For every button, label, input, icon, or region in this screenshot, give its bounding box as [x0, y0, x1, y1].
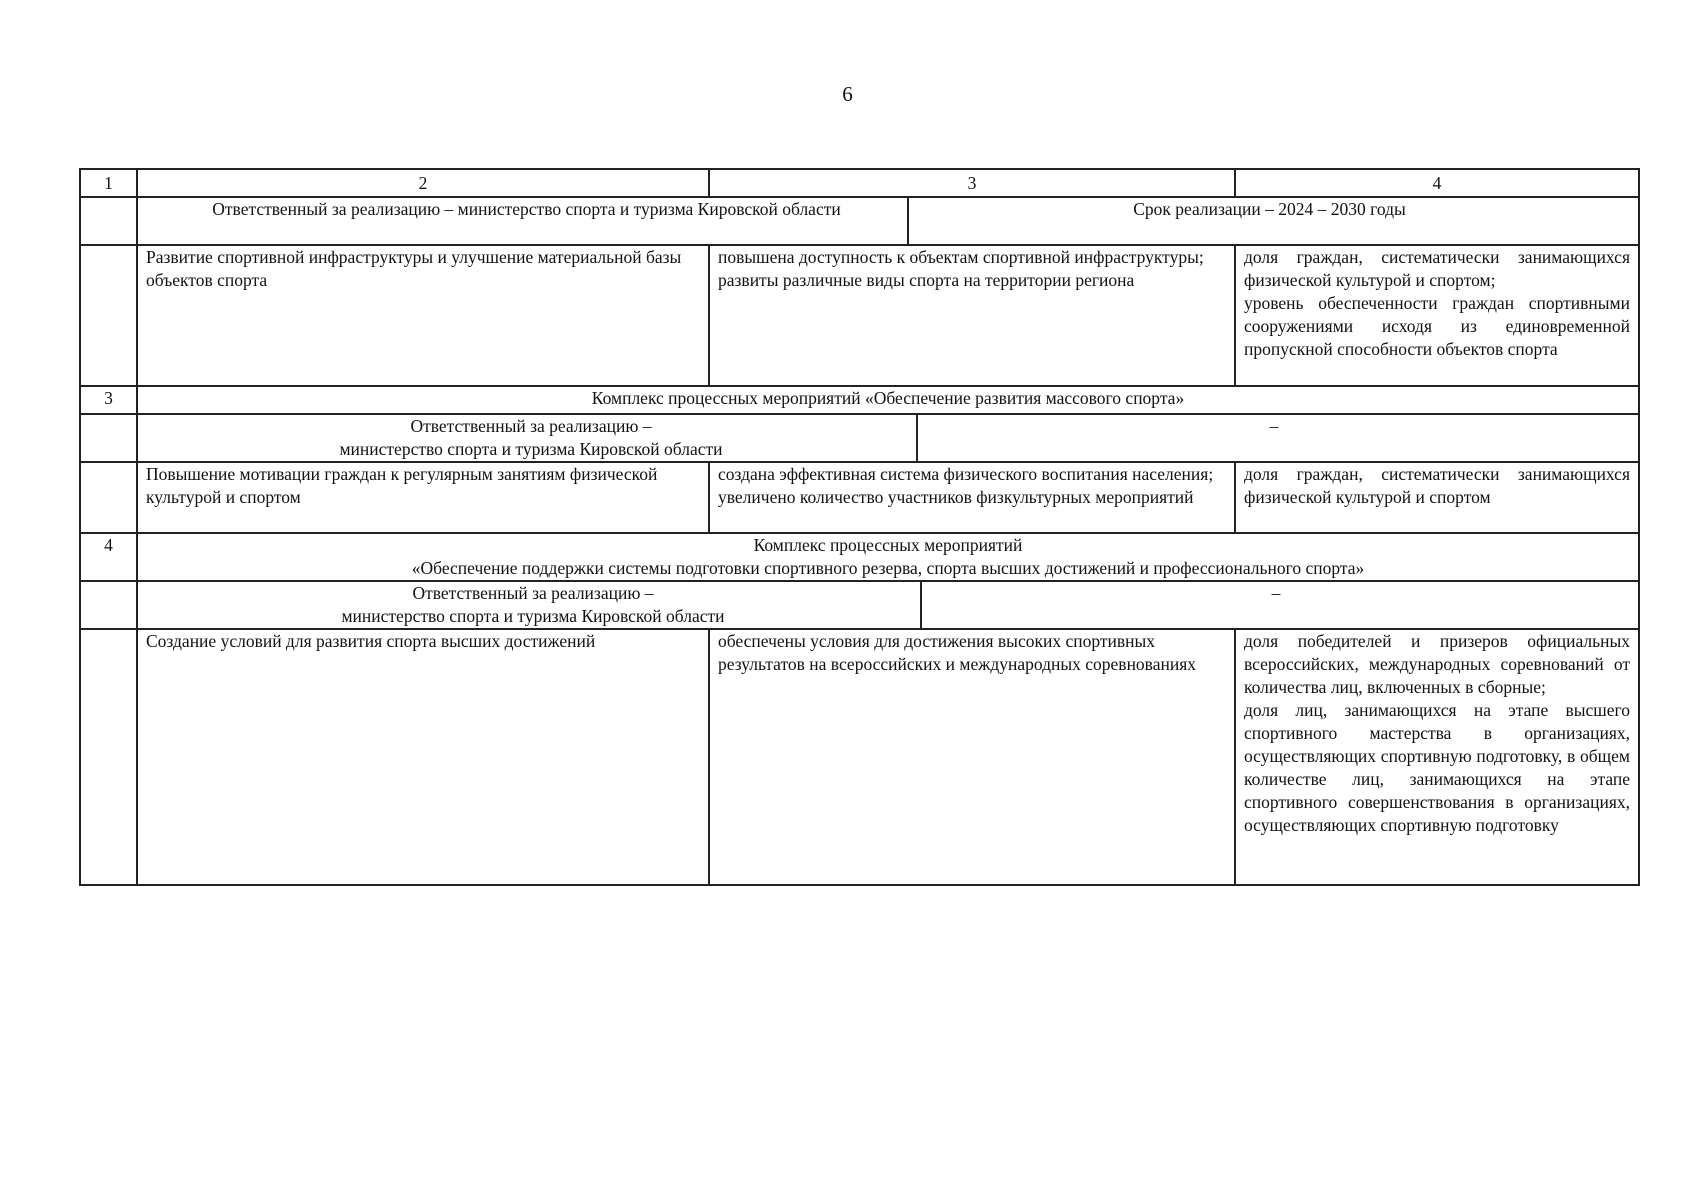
section-title-row — [80, 386, 1639, 414]
number-cell-empty — [80, 197, 137, 245]
table-row — [80, 414, 1639, 462]
indicator-cell: доля граждан, систематически занимающихся физической культурой и спортом — [1235, 462, 1639, 533]
responsible-text — [146, 415, 917, 461]
section-title: Комплекс процессных мероприятий «Обеспечение развития массового спорта» — [137, 386, 1639, 414]
table-row — [80, 245, 1639, 386]
responsible-line-1: Ответственный за реализацию – — [410, 416, 652, 436]
responsible-term-cell — [137, 581, 1639, 629]
result-cell: обеспечены условия для достижения высоких спортивных результатов на всероссийских и международных соревнованиях — [709, 629, 1235, 885]
number-cell-empty — [80, 245, 137, 386]
table-row — [80, 581, 1639, 629]
responsible-text — [146, 582, 921, 628]
indicator-cell: доля граждан, систематически занимающихся физической культурой и спортом; уровень обеспеченности граждан спортивными сооружениями исходя из единовременной пропускной способности объектов спорта — [1235, 245, 1639, 386]
header-col-3: 3 — [709, 169, 1235, 197]
responsible-line-1: Ответственный за реализацию – — [412, 583, 654, 603]
responsible-text: Ответственный за реализацию – министерство спорта и туризма Кировской области — [146, 198, 908, 244]
number-cell-empty — [80, 581, 137, 629]
task-cell: Создание условий для развития спорта высших достижений — [137, 629, 709, 885]
number-cell-empty — [80, 462, 137, 533]
page-number: 6 — [842, 82, 853, 106]
header-col-1: 1 — [80, 169, 137, 197]
result-cell: повышена доступность к объектам спортивной инфраструктуры; развиты различные виды спорта на территории региона — [709, 245, 1235, 386]
task-cell: Развитие спортивной инфраструктуры и улучшение материальной базы объектов спорта — [137, 245, 709, 386]
number-cell-empty — [80, 414, 137, 462]
result-cell: создана эффективная система физического воспитания населения; увеличено количество участников физкультурных мероприятий — [709, 462, 1235, 533]
header-col-2: 2 — [137, 169, 709, 197]
section-number: 3 — [80, 386, 137, 414]
indicator-cell: доля победителей и призеров официальных всероссийских, международных соревнований от количества лиц, включенных в сборные; доля лиц, занимающихся на этапе высшего спортивного мастерства в организациях, осуществляющих спортивную подготовку, в общем количестве лиц, занимающихся на этапе спортивного совершенствования в организациях, осуществляющих спортивную подготовку — [1235, 629, 1639, 885]
section-title — [137, 533, 1639, 581]
term-text: – — [1269, 416, 1279, 436]
section-title-row — [80, 533, 1639, 581]
program-table — [79, 168, 1640, 886]
responsible-line-2: министерство спорта и туризма Кировской области — [341, 606, 725, 626]
table-row — [80, 197, 1639, 245]
section-title-line-1: Комплекс процессных мероприятий — [753, 535, 1023, 555]
header-col-4: 4 — [1235, 169, 1639, 197]
responsible-line-2: министерство спорта и туризма Кировской области — [339, 439, 723, 459]
table-row — [80, 462, 1639, 533]
section-number: 4 — [80, 533, 137, 581]
table-header-row — [80, 169, 1639, 197]
responsible-term-cell — [137, 197, 1639, 245]
number-cell-empty — [80, 629, 137, 885]
term-text: – — [1271, 583, 1281, 603]
task-cell: Повышение мотивации граждан к регулярным занятиям физической культурой и спортом — [137, 462, 709, 533]
term-text: Срок реализации – 2024 – 2030 годы — [1133, 199, 1406, 219]
table-row — [80, 629, 1639, 885]
section-title-line-2: «Обеспечение поддержки системы подготовки спортивного резерва, спорта высших достижений и профессионального спорта» — [411, 558, 1365, 578]
responsible-term-cell — [137, 414, 1639, 462]
